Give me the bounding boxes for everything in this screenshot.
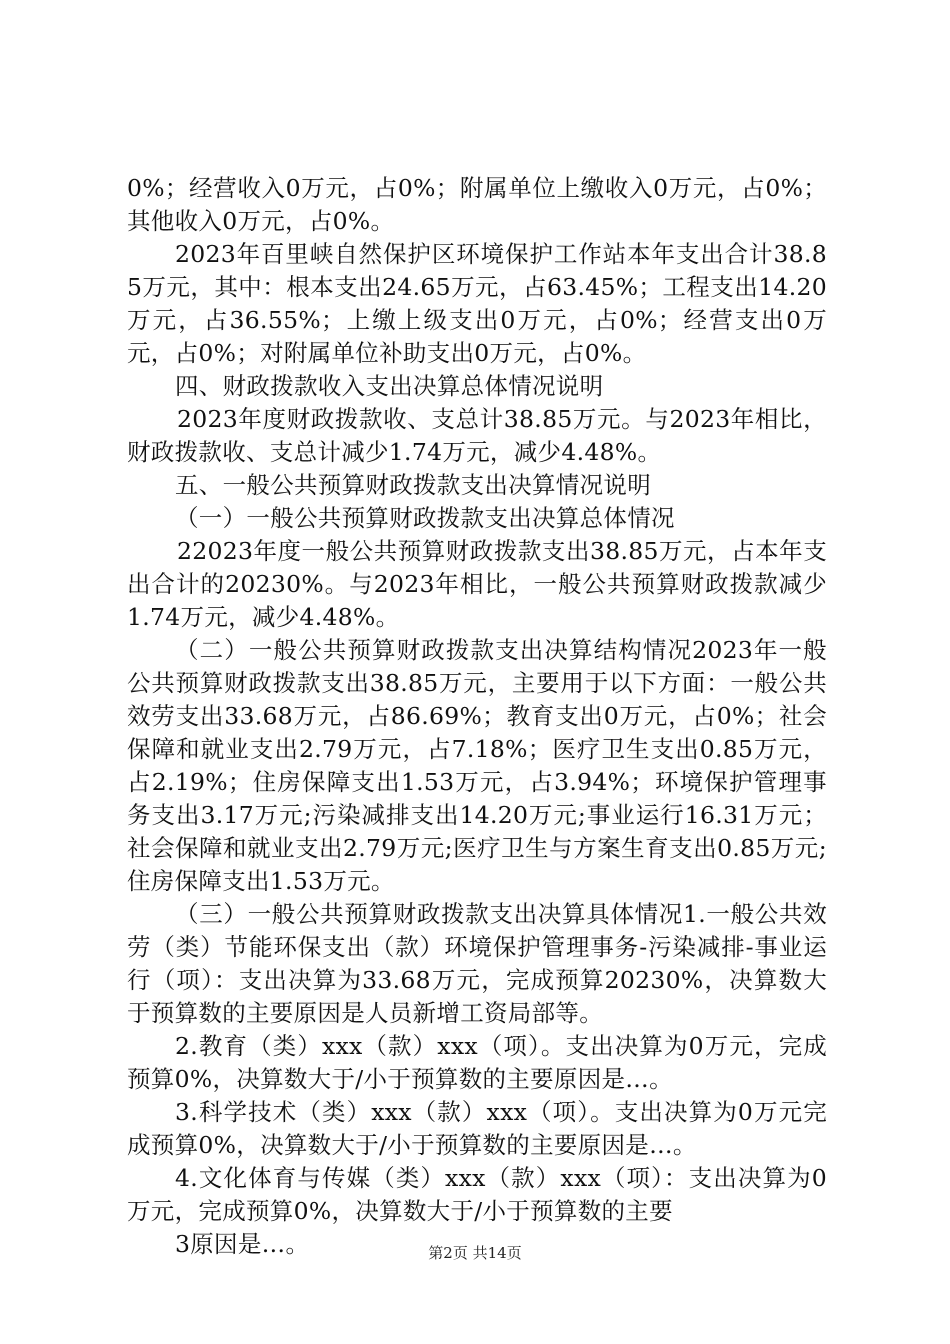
heading-section-five: 五、一般公共预算财政拨款支出决算情况说明: [175, 471, 651, 499]
paragraph-detail-four: 4.文化体育与传媒（类）xxx（款）xxx（项）：支出决算为0万元，完成预算0%，决算数大于/小于预算数的主要: [127, 1164, 827, 1225]
paragraph-detail-four-continued: 3原因是…。: [175, 1230, 310, 1258]
document-body: [127, 172, 827, 1261]
paragraph-income-continued: 0%；经营收入0万元，占0%；附属单位上缴收入0万元，占0%；其他收入0万元，占0%。: [127, 174, 827, 235]
paragraph-fiscal-total: 2023年度财政拨款收、支总计38.85万元。与2023年相比，财政拨款收、支总计减少1.74万元，减少4.48%。: [127, 405, 827, 466]
heading-subsection-one: （一）一般公共预算财政拨款支出决算总体情况: [175, 504, 675, 532]
paragraph-expenditure-total: 2023年百里峡自然保护区环境保护工作站本年支出合计38.85万元，其中：根本支出24.65万元，占63.45%；工程支出14.20万元，占36.55%；上缴上级支出0万元，占0%；经营支出0万元，占0%；对附属单位补助支出0万元，占0%。: [127, 240, 827, 367]
page-footer: 第2页 共14页: [428, 1244, 522, 1262]
paragraph-general-budget-total: 22023年度一般公共预算财政拨款支出38.85万元，占本年支出合计的20230%。与2023年相比，一般公共预算财政拨款减少1.74万元，减少4.48%。: [127, 537, 827, 631]
paragraph-detail-one: （三）一般公共预算财政拨款支出决算具体情况1.一般公共效劳（类）节能环保支出（款）环境保护管理事务-污染减排-事业运行（项）：支出决算为33.68万元，完成预算20230%，决算数大于预算数的主要原因是人员新增工资局部等。: [127, 900, 827, 1027]
paragraph-detail-three: 3.科学技术（类）xxx（款）xxx（项）。支出决算为0万元完成预算0%，决算数大于/小于预算数的主要原因是…。: [127, 1098, 827, 1159]
paragraph-detail-two: 2.教育（类）xxx（款）xxx（项）。支出决算为0万元，完成预算0%，决算数大于/小于预算数的主要原因是…。: [127, 1032, 827, 1093]
heading-section-four: 四、财政拨款收入支出决算总体情况说明: [175, 372, 604, 400]
paragraph-structure: （二）一般公共预算财政拨款支出决算结构情况2023年一般公共预算财政拨款支出38.85万元，主要用于以下方面：一般公共效劳支出33.68万元，占86.69%；教育支出0万元，占0%；社会保障和就业支出2.79万元，占7.18%；医疗卫生支出0.85万元，占2.19%；住房保障支出1.53万元，占3.94%；环境保护管理事务支出3.17万元;污染减排支出14.20万元;事业运行16.31万元；社会保障和就业支出2.79万元;医疗卫生与方案生育支出0.85万元;住房保障支出1.53万元。: [127, 636, 827, 895]
